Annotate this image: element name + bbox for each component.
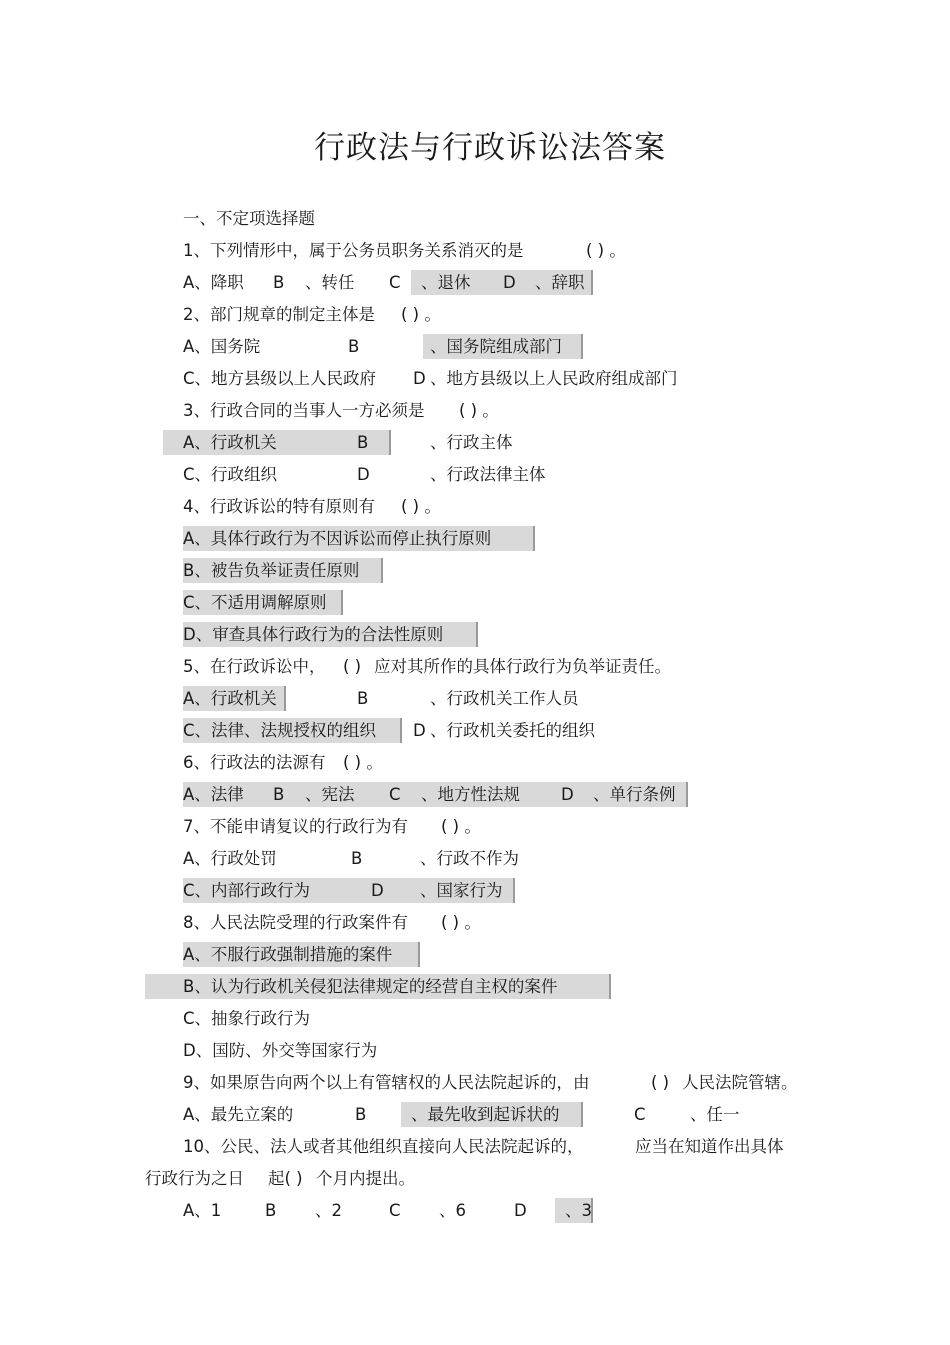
document-title: 行政法与行政诉讼法答案 — [314, 130, 666, 166]
